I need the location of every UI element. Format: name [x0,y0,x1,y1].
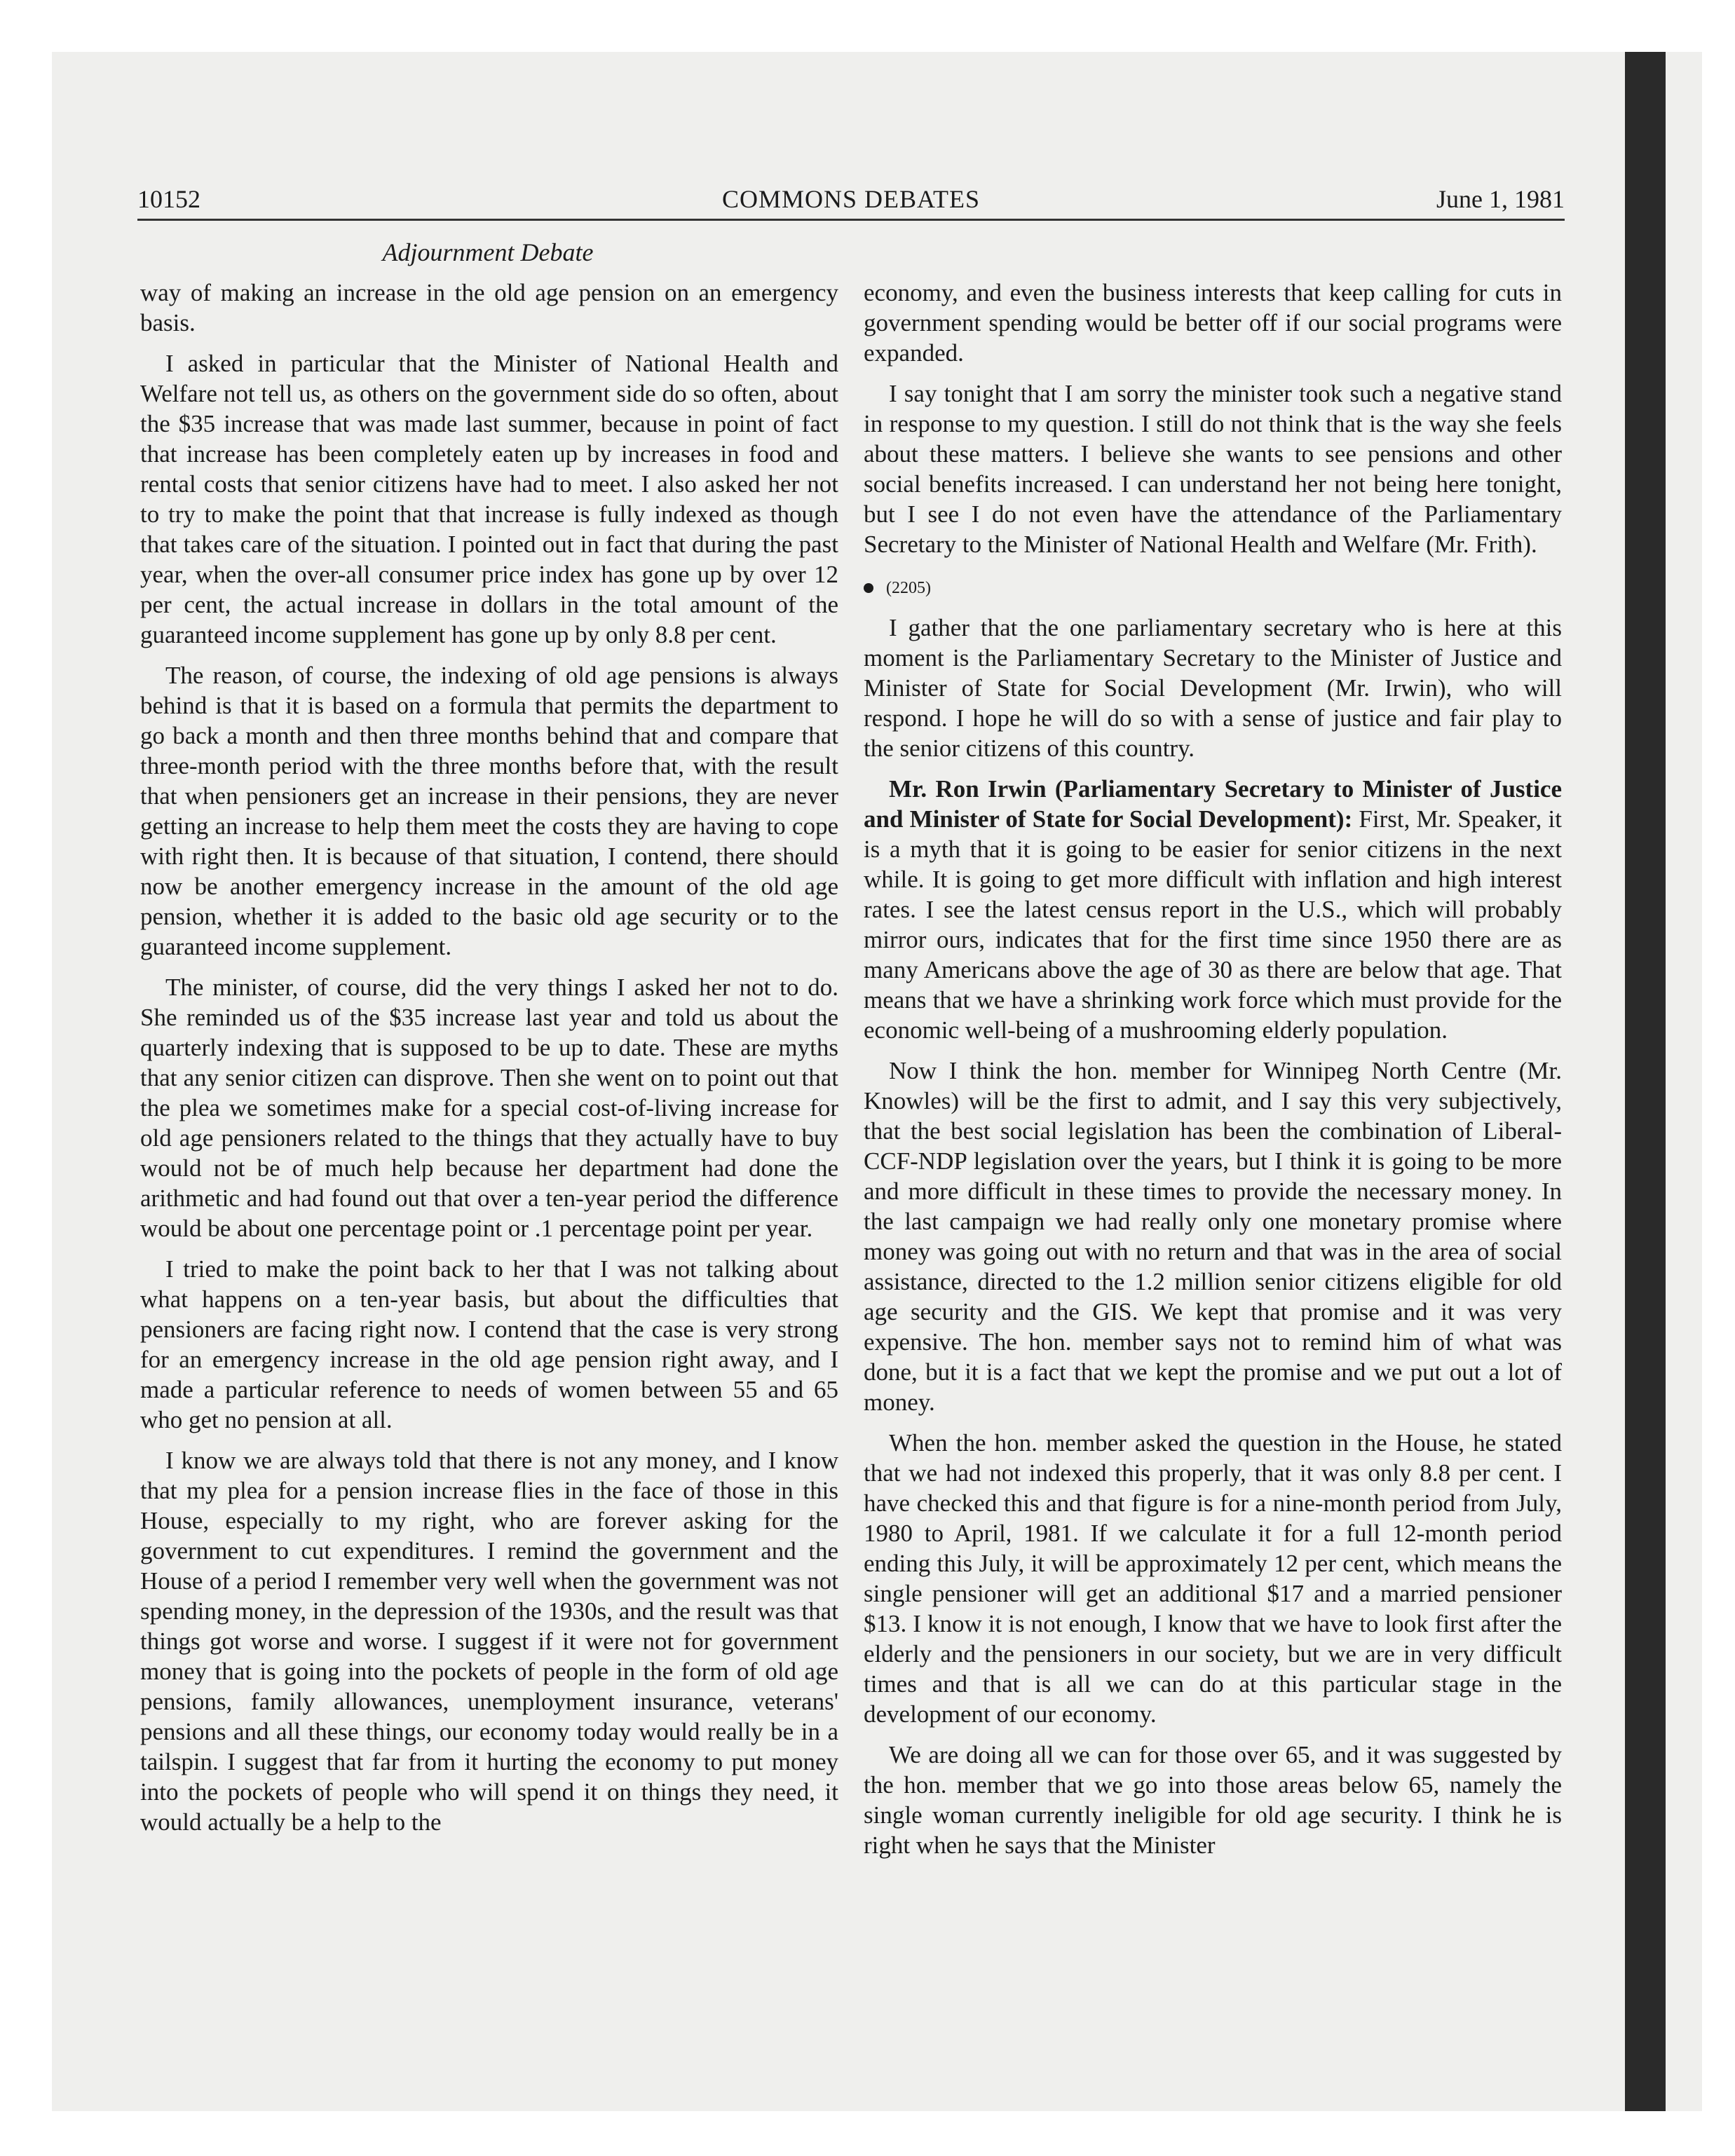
time-marker [864,578,1562,599]
time-marker-text: (2205) [886,579,931,597]
bullet-icon [864,583,873,593]
issue-date: June 1, 1981 [1436,185,1565,213]
paragraph: I know we are always told that there is not any money, and I know that my plea for a pension increase flies in the face of those in this House, especially to my right, who are forever asking for the government to cut expenditures. I remind the government and the House of a period I remember very well when the government was not spending money, in the depression of the 1930s, and the result was that things got worse and worse. I suggest if it were not for government money that is going into the pockets of people in the form of old age pensions, family allowances, unemployment insurance, veterans' pensions and all these things, our economy today would really be in a tailspin. I suggest that far from it hurting the economy to put money into the pockets of people who will spend it on things they need, it would actually be a help to the [140,1447,838,1836]
paragraph: way of making an increase in the old age pension on an emergency basis. [140,279,838,336]
section-title: Adjournment Debate [382,238,594,266]
right-column [864,278,1562,1871]
paragraph: Now I think the hon. member for Winnipeg North Centre (Mr. Knowles) will be the first to admit, and I say this very subjectively, that the best social legislation has been the combination of Liberal-CCF-NDP legislation over the years, but I think it is going to be more and more difficult in these times to provide the necessary money. In the last campaign we had really only one monetary promise where money was going out with no return and that was in the area of social assistance, directed to the 1.2 million senior citizens eligible for old age security and the GIS. We kept that promise and it was very expensive. The hon. member says not to remind him of what was done, but it is a fact that we kept the promise and we put out a lot of money. [864,1057,1562,1416]
publication-title: COMMONS DEBATES [721,185,981,213]
paragraph: I gather that the one parliamentary secretary who is here at this moment is the Parliamentary Secretary to the Minister of Justice and Minister of State for Social Development (Mr. Irwin), who will respond. I hope he will do so with a sense of justice and fair play to the senior citizens of this country. [864,614,1562,762]
paragraph: I asked in particular that the Minister of National Health and Welfare not tell us, as others on the government side do so often, about the $35 increase that was made last summer, because in point of fact that increase has been completely eaten up by increases in food and rental costs that senior citizens have had to meet. I also asked her not to try to make the point that that increase is fully indexed as though that takes care of the situation. I pointed out in fact that during the past year, when the over-all consumer price index has gone up by over 12 per cent, the actual increase in dollars in the total amount of the guaranteed income supplement has gone up by only 8.8 per cent. [140,350,838,648]
paragraph: The minister, of course, did the very things I asked her not to do. She reminded us of the $35 increase last year and told us about the quarterly indexing that is supposed to be up to date. These are myths that any senior citizen can disprove. Then she went on to point out that the plea we sometimes make for a special cost-of-living increase for old age pensioners related to the things that they actually have to buy would not be of much help because her department had done the arithmetic and had found out that over a ten-year period the difference would be about one percentage point or .1 percentage point per year. [140,974,838,1242]
speaker-name: Mr. Ron Irwin (Parliamentary Secretary to Minister of Justice and Minister of State for Social Development): [864,775,1562,833]
speaker-text: First, Mr. Speaker, it is a myth that it is going to be easier for senior citizens in the next while. It is going to get more difficult with inflation and high interest rates. I see the latest census report in the U.S., which will probably mirror ours, indicates that for the first time since 1950 there are as many Americans above the age of 30 as there are below that age. That means that we have a shrinking work force which must provide for the economic well-being of a mushrooming elderly population. [864,805,1562,1044]
header-rule [137,219,1565,221]
left-column [140,278,838,1848]
paragraph: I say tonight that I am sorry the minister took such a negative stand in response to my question. I still do not think that is the way she feels about these matters. I believe she wants to see pensions and other social benefits increased. I can understand her not being here tonight, but I see I do not even have the attendance of the Parliamentary Secretary to the Minister of National Health and Welfare (Mr. Frith). [864,380,1562,558]
speaker-paragraph [864,774,1562,1045]
paragraph: I tried to make the point back to her that I was not talking about what happens on a ten-year basis, but about the difficulties that pensioners are facing right now. I contend that the case is very strong for an emergency increase in the old age pension right away, and I made a particular reference to needs of women between 55 and 65 who get no pension at all. [140,1255,838,1433]
paragraph: We are doing all we can for those over 65, and it was suggested by the hon. member that we go into those areas below 65, namely the single woman currently ineligible for old age security. I think he is right when he says that the Minister [864,1741,1562,1859]
paragraph: economy, and even the business interests that keep calling for cuts in government spending would be better off if our social programs were expanded. [864,279,1562,367]
paragraph: When the hon. member asked the question in the House, he stated that we had not indexed this properly, that it was only 8.8 per cent. I have checked this and that figure is for a nine-month period from July, 1980 to April, 1981. If we calculate it for a full 12-month period ending this July, it will be approximately 12 per cent, which means the single pensioner will get an additional $17 and a married pensioner $13. I know it is not enough, I know that we have to look first after the elderly and the pensioners in our society, but we are in very difficult times and that is all we can do at this particular stage in the development of our economy. [864,1429,1562,1728]
page-number: 10152 [137,185,200,213]
running-header [137,184,1565,217]
paragraph: The reason, of course, the indexing of old age pensions is always behind is that it is based on a formula that permits the department to go back a month and then three months behind that and compare that three-month period with the three months before that, with the result that when pensioners get an increase in their pensions, they are never getting an increase to help them meet the costs they are having to cope with right then. It is because of that situation, I contend, there should now be another emergency increase in the amount of the old age pension, whether it is added to the basic old age security or to the guaranteed income supplement. [140,662,838,960]
scan-edge-bar [1625,52,1666,2111]
